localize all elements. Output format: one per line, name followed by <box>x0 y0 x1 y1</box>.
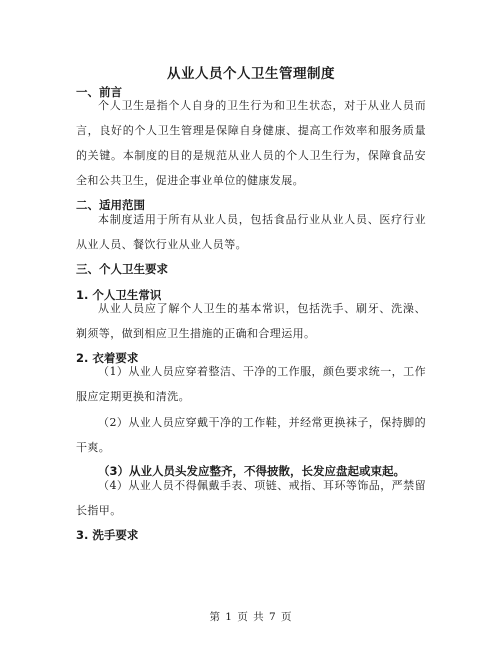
subsection-heading-handwashing: 3. 洗手要求 <box>76 528 139 542</box>
attire-item-1: （1）从业人员应穿着整洁、干净的工作服，颜色要求统一，工作服应定期更换和清洗。 <box>76 365 426 403</box>
attire-item-3: （3）从业人员头发应整齐，不得披散，长发应盘起或束起。 <box>98 464 405 478</box>
section-heading-requirements: 三、个人卫生要求 <box>76 262 168 276</box>
subsection-text-hygiene-knowledge: 从业人员应了解个人卫生的基本常识，包括洗手、刷牙、洗澡、剃须等，做到相应卫生措施的正确和合理运用。 <box>76 302 426 340</box>
section-heading-preface: 一、前言 <box>76 85 122 99</box>
subsection-heading-hygiene-knowledge: 1. 个人卫生常识 <box>76 288 162 302</box>
section-text-scope: 本制度适用于所有从业人员，包括食品行业从业人员、医疗行业从业人员、餐饮行业从业人员等。 <box>76 213 426 251</box>
page-footer: 第 1 页 共 7 页 <box>209 611 293 623</box>
section-heading-scope: 二、适用范围 <box>76 198 145 212</box>
attire-item-2: （2）从业人员应穿戴干净的工作鞋，并经常更换袜子，保持脚的干爽。 <box>76 416 426 454</box>
section-text-preface: 个人卫生是指个人自身的卫生行为和卫生状态，对于从业人员而言，良好的个人卫生管理是保障自身健康、提高工作效率和服务质量的关键。本制度的目的是规范从业人员的个人卫生行为，保障食品安全和公共卫生，促进企事业单位的健康发展。 <box>76 99 426 187</box>
subsection-heading-attire: 2. 衣着要求 <box>76 351 139 365</box>
attire-item-4: （4）从业人员不得佩戴手表、项链、戒指、耳环等饰品，严禁留长指甲。 <box>76 479 426 517</box>
document-title: 从业人员个人卫生管理制度 <box>167 66 335 82</box>
